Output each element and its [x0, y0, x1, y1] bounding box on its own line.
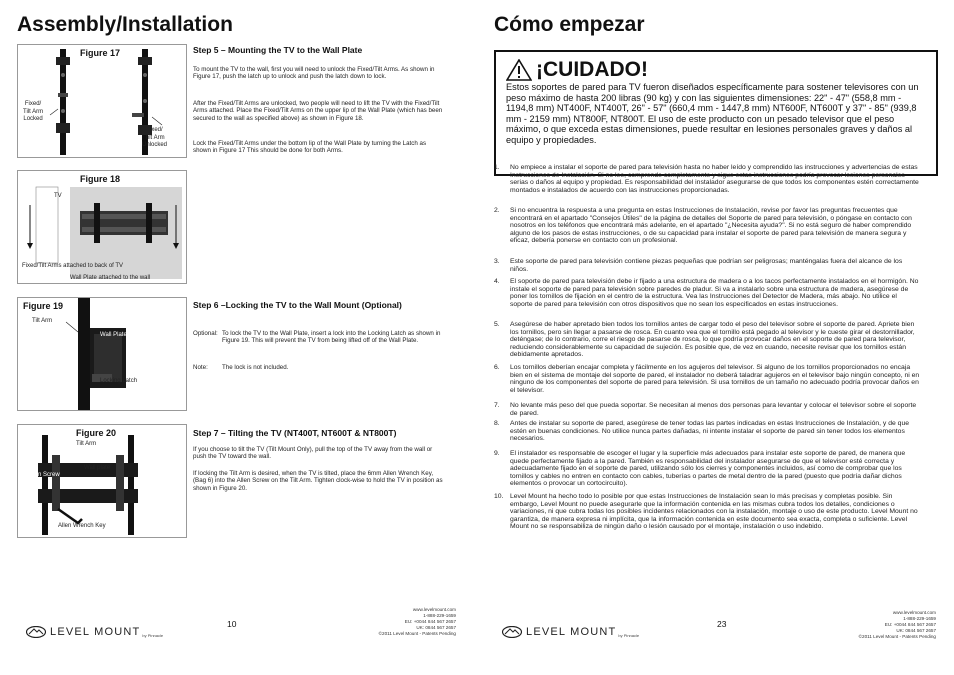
figure-18 — [17, 170, 187, 284]
brand-name-left: LEVEL MOUNT — [50, 626, 141, 638]
figure-18-title: Figure 18 — [80, 174, 121, 184]
warning-title: ¡CUIDADO! — [536, 58, 648, 81]
brand-sub-right: by Pinnacle — [618, 632, 640, 638]
step-7-heading: Step 7 – Tilting the TV (NT400T, NT600T & NT800T) — [193, 428, 397, 438]
figure-20-label-plate: Wall plate — [84, 465, 111, 471]
page-heading-left: Assembly/Installation — [17, 13, 233, 36]
figure-19-illustration — [18, 298, 187, 411]
figure-20-label-screw: Allen Screw — [28, 472, 60, 478]
step-6-heading: Step 6 –Locking the TV to the Wall Mount (Optional) — [193, 300, 402, 310]
mountain-icon — [26, 626, 46, 638]
figure-18-label-tv: TV — [54, 193, 62, 199]
step-5-paragraph-2: After the Fixed/Tilt Arms are unlocked, two people will need to lift the TV with the Fixed/Tilt Arms attached. Place the Fixed/Tilt Arms on the upper lip of the Wall Plate (which has been secured to the wall as specified above) as shown in Figure 18. — [193, 100, 443, 122]
step-6-note-text: The lock is not included. — [222, 364, 289, 371]
footer-contact-left: www.levelmount.com 1-888-229-1659 EU: +0044 844 567 2657 UK: 0844 567 2657 ©2011 Level Mount - Patents Pending — [378, 607, 456, 636]
brand-name-right: LEVEL MOUNT — [526, 626, 617, 638]
step-5-paragraph-1: To mount the TV to the wall, first you will need to unlock the Fixed/Tilt Arms. As shown in Figure 17, push the latch up to unlock and push the latch down to lock. — [193, 66, 435, 81]
warning-box — [494, 50, 938, 176]
figure-20-title: Figure 20 — [76, 428, 117, 438]
warning-triangle-icon — [506, 59, 532, 81]
figure-17-label-locked: Fixed/ Tilt Arm Locked — [23, 101, 44, 122]
brand-logo-right — [502, 626, 639, 638]
footer-contact-right: www.levelmount.com 1-888-229-1659 EU: +0044 844 567 2657 UK: 0844 567 2657 ©2011 Level Mount - Patents Pending — [858, 610, 936, 639]
step-6-optional-label: Optional: — [193, 330, 218, 337]
step-6-optional-text: To lock the TV to the Wall Plate, insert a lock into the Locking Latch as shown in Figure 19. This will prevent the TV from being lifted off of the Wall Plate. — [222, 330, 441, 345]
page-number-left: 10 — [227, 619, 237, 629]
step-5-heading: Step 5 – Mounting the TV to the Wall Plate — [193, 45, 363, 55]
figure-20-label-arm: Tilt Arm — [76, 441, 97, 447]
warning-body: Estos soportes de pared para TV fueron diseñados específicamente para sostener televisores con un peso máximo de hasta 200 libras (90 kg) y con las siguientes dimensiones: 22" - 47" (558,8 mm - 1194,8 mm) NT400F, NT400T, 26" - 57" (660,4 mm - 1447,8 mm) NT600F, NT600T y 37" - 85" (939,8 mm - 2159 mm) NT800F, NT800T. El uso de este producto con un pesado televisor que el peso máximo, o que exceda estas dimensiones, puede resultar en lesiones personales graves y daños al equipo y propiedades. — [506, 82, 919, 145]
figure-17 — [17, 44, 187, 158]
figure-19-title: Figure 19 — [23, 301, 64, 311]
figure-20 — [17, 424, 187, 538]
step-7-paragraph-1: If you choose to tilt the TV (Tilt Mount Only), pull the top of the TV away from the wall or push the TV toward the wall. — [193, 446, 433, 461]
figure-17-title: Figure 17 — [80, 48, 121, 58]
figure-19-label-latch: Locking Latch — [100, 378, 138, 384]
page-number-right: 23 — [717, 619, 727, 629]
step-5-paragraph-3: Lock the Fixed/Tilt Arms under the bottom lip of the Wall Plate by turning the Latch as shown in Figure 17 This should be done for both Arms. — [193, 140, 427, 155]
step-7-paragraph-2: If locking the Tilt Arm is desired, when the TV is tilted, place the 6mm Allen Wrench Key, (Bag 6) into the Allen Screw on the Tilt Arm. Tighten clock-wise to hold the TV in position as shown in Figure 20. — [193, 470, 443, 492]
figure-20-label-key: Allen Wrench Key — [58, 523, 106, 529]
figure-19-label-plate: Wall Plate — [100, 332, 127, 338]
figure-19 — [17, 297, 187, 411]
figure-20-illustration — [18, 425, 187, 538]
figure-19-label-arm: Tilt Arm — [32, 318, 53, 324]
figure-18-label-plate: Wall Plate attached to the wall — [70, 275, 151, 281]
page-heading-right: Cómo empezar — [494, 13, 645, 36]
step-6-note-label: Note: — [193, 364, 208, 371]
figure-18-label-arms: Fixed/Tilt Arms attached to back of TV — [22, 263, 124, 269]
brand-sub-left: by Pinnacle — [142, 632, 164, 638]
figure-17-label-unlocked: Fixed/ Tilt Arm Unlocked — [142, 127, 168, 148]
mountain-icon — [502, 626, 522, 638]
warning-title-row — [506, 58, 648, 82]
brand-logo-left — [26, 626, 163, 638]
